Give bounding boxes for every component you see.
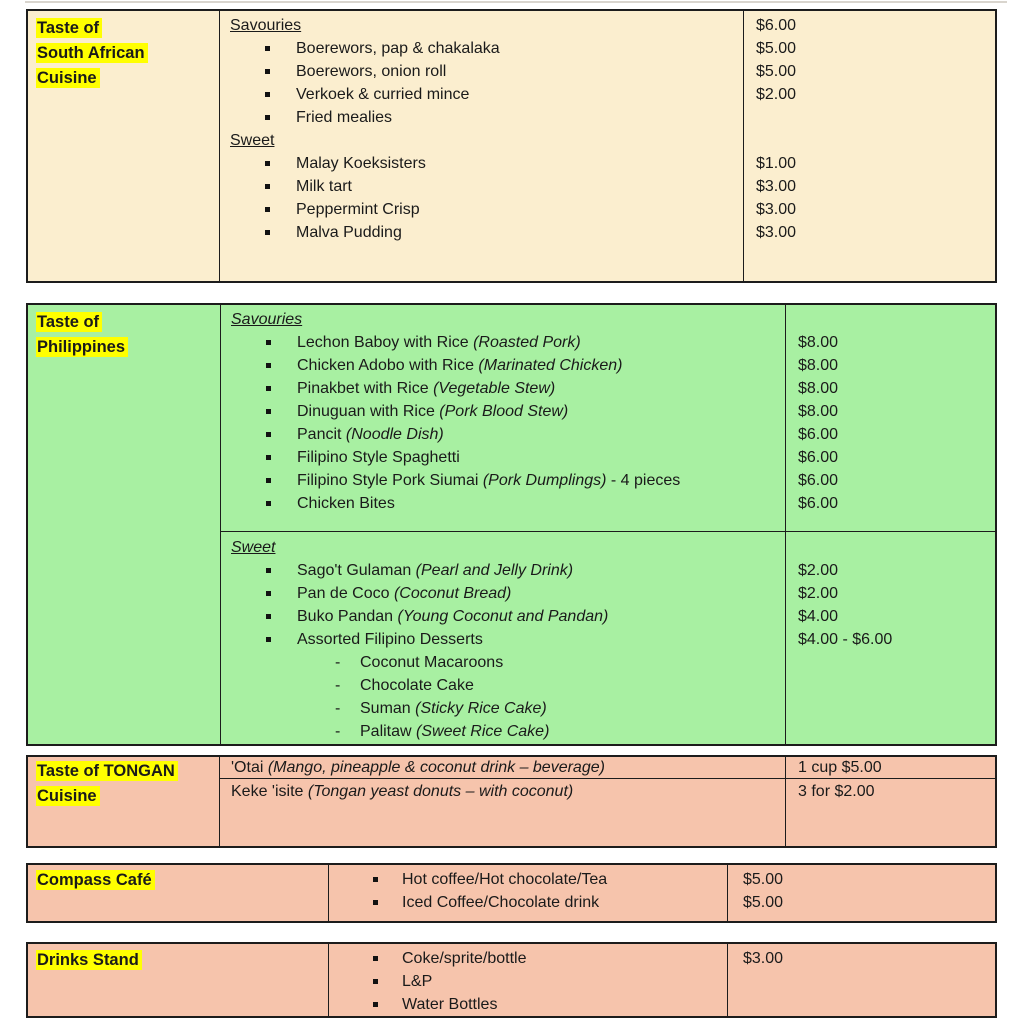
menu-item-text: Fried mealies	[296, 109, 393, 126]
price-value: 1 cup $5.00	[798, 759, 882, 776]
menu-item-text: L&P	[402, 973, 433, 990]
price-value: $4.00	[798, 608, 839, 625]
price-value: $5.00	[743, 894, 784, 911]
menu-item-line	[220, 106, 743, 129]
menu-item-text: Verkoek & curried mince	[296, 86, 470, 103]
menu-item-text: Iced Coffee/Chocolate drink	[402, 894, 600, 911]
menu-item-note: (Pearl and Jelly Drink)	[411, 562, 574, 579]
prices-cell	[728, 865, 995, 921]
section-title-line	[36, 66, 215, 91]
menu-item-line	[221, 354, 785, 377]
price-value: $3.00	[756, 201, 797, 218]
section-title-line	[36, 759, 215, 784]
table-drinks-stand	[26, 942, 997, 1018]
menu-item-text: Suman	[360, 700, 411, 717]
cropped-table-edge-artifact	[25, 1, 1007, 3]
menu-item-text: Boerewors, pap & chakalaka	[296, 40, 500, 57]
menu-item-note: (Tongan yeast donuts – with coconut)	[303, 783, 574, 800]
square-bullet-icon	[266, 340, 271, 345]
price-value: $8.00	[798, 357, 839, 374]
price-value: $8.00	[798, 403, 839, 420]
menu-item-text: Chicken Bites	[297, 495, 395, 512]
menu-body	[329, 944, 995, 1016]
menu-item-text: Lechon Baboy with Rice	[297, 334, 469, 351]
square-bullet-icon	[373, 1002, 378, 1007]
menu-item-note: (Sweet Rice Cake)	[411, 723, 550, 740]
menu-item-note: (Young Coconut and Pandan)	[393, 608, 609, 625]
menu-item-note: (Vegetable Stew)	[428, 380, 556, 397]
price-value: $5.00	[756, 63, 797, 80]
price-value	[728, 970, 995, 993]
section-title-line	[36, 784, 215, 809]
menu-item-line	[220, 175, 743, 198]
section-title-highlight: Taste of	[36, 18, 102, 38]
menu-body	[220, 757, 995, 846]
menu-item-note: (Roasted Pork)	[468, 334, 581, 351]
menu-item-text: Hot coffee/Hot chocolate/Tea	[402, 871, 608, 888]
square-bullet-icon	[266, 637, 271, 642]
menu-item-line	[329, 993, 727, 1016]
menu-item-line	[220, 129, 743, 152]
price-value: $6.00	[798, 472, 839, 489]
price-value: $8.00	[798, 334, 839, 351]
menu-item-line	[220, 198, 743, 221]
menu-item-note: (Marinated Chicken)	[473, 357, 623, 374]
menu-item-line	[221, 628, 785, 651]
menu-item-text: Palitaw	[360, 723, 412, 740]
items-cell	[220, 779, 786, 846]
menu-item-text: Filipino Style Pork Siumai	[297, 472, 479, 489]
menu-item-note: (Mango, pineapple & coconut drink – beverage)	[263, 759, 605, 776]
menu-item-line	[220, 83, 743, 106]
items-cell	[220, 757, 786, 778]
price-value: $6.00	[798, 449, 839, 466]
table-compass-cafe	[26, 863, 997, 923]
menu-item-line	[221, 377, 785, 400]
menu-item-line	[220, 780, 785, 803]
menu-item-text: 'Otai	[231, 759, 264, 776]
menu-item-line	[221, 331, 785, 354]
section-title-highlight: South African	[36, 43, 148, 63]
menu-item-line	[329, 891, 727, 914]
menu-item-text: Keke 'isite	[231, 783, 304, 800]
price-value	[786, 651, 995, 674]
price-value	[786, 697, 995, 720]
menu-item-line	[221, 559, 785, 582]
menu-item-line	[221, 492, 785, 515]
menu-row-savouries	[221, 305, 995, 532]
menu-item-text: Pan de Coco	[297, 585, 390, 602]
menu-item-line	[220, 37, 743, 60]
price-value: $8.00	[798, 380, 839, 397]
items-cell	[329, 944, 728, 1016]
menu-item-line	[221, 651, 785, 674]
prices-cell	[744, 11, 995, 281]
price-value: $6.00	[798, 426, 839, 443]
price-value: $3.00	[743, 950, 784, 967]
section-header-cell	[28, 944, 329, 1016]
price-value: $3.00	[756, 178, 797, 195]
section-header-cell	[28, 11, 220, 281]
menu-row	[220, 11, 995, 281]
menu-item-line	[221, 469, 785, 492]
menu-item-text: Malva Pudding	[296, 224, 402, 241]
price-value: 3 for $2.00	[798, 783, 875, 800]
square-bullet-icon	[266, 614, 271, 619]
menu-row	[329, 944, 995, 1016]
section-header-cell	[28, 757, 220, 846]
square-bullet-icon	[266, 501, 271, 506]
price-value: $1.00	[756, 155, 797, 172]
square-bullet-icon	[265, 46, 270, 51]
section-title-line	[36, 41, 215, 66]
menu-item-note: (Coconut Bread)	[389, 585, 512, 602]
menu-item-text: Malay Koeksisters	[296, 155, 426, 172]
menu-item-text: Milk tart	[296, 178, 352, 195]
square-bullet-icon	[265, 230, 270, 235]
section-title-highlight: Philippines	[36, 337, 128, 357]
items-cell	[221, 305, 786, 531]
menu-body	[221, 305, 995, 744]
menu-item-line	[221, 720, 785, 743]
square-bullet-icon	[265, 115, 270, 120]
price-value: $2.00	[798, 562, 839, 579]
menu-item-line	[220, 757, 785, 778]
dash-bullet-icon: -	[335, 723, 341, 740]
menu-item-text: Water Bottles	[402, 996, 498, 1013]
square-bullet-icon	[373, 900, 378, 905]
menu-item-line	[221, 697, 785, 720]
square-bullet-icon	[266, 432, 271, 437]
square-bullet-icon	[266, 386, 271, 391]
menu-item-text: Savouries	[230, 17, 302, 34]
section-header-cell	[28, 305, 221, 744]
square-bullet-icon	[266, 409, 271, 414]
section-title-highlight: Taste of	[36, 312, 102, 332]
price-value: $5.00	[756, 40, 797, 57]
items-cell	[329, 865, 728, 921]
menu-item-line	[221, 400, 785, 423]
menu-item-line	[221, 536, 785, 559]
menu-item-line	[220, 152, 743, 175]
menu-item-line	[329, 970, 727, 993]
menu-row-otai	[220, 757, 995, 779]
menu-item-text: Filipino Style Spaghetti	[297, 449, 460, 466]
section-title-line	[36, 335, 216, 360]
price-value	[786, 308, 995, 331]
menu-item-line	[221, 582, 785, 605]
price-value: $2.00	[798, 585, 839, 602]
menu-item-text: Dinuguan with Rice	[297, 403, 435, 420]
menu-item-text: Buko Pandan	[297, 608, 394, 625]
menu-item-line	[221, 674, 785, 697]
menu-item-line	[221, 423, 785, 446]
menu-item-note: (Pork Dumplings)	[478, 472, 607, 489]
menu-body	[329, 865, 995, 921]
table-tongan-cuisine	[26, 755, 997, 848]
menu-body	[220, 11, 995, 281]
menu-item-line	[220, 60, 743, 83]
section-title-highlight: Compass Café	[36, 870, 155, 890]
menu-item-text: Pinakbet with Rice	[297, 380, 429, 397]
menu-item-note: (Sticky Rice Cake)	[410, 700, 547, 717]
price-value	[786, 720, 995, 743]
section-title-line	[36, 868, 324, 893]
menu-item-line	[220, 221, 743, 244]
menu-row-keke	[220, 779, 995, 846]
section-title-line	[36, 16, 215, 41]
menu-item-suffix: - 4 pieces	[606, 472, 681, 489]
menu-row-sweet	[221, 532, 995, 744]
square-bullet-icon	[266, 363, 271, 368]
prices-cell	[786, 532, 995, 744]
menu-item-line	[329, 868, 727, 891]
square-bullet-icon	[373, 979, 378, 984]
square-bullet-icon	[265, 161, 270, 166]
items-cell	[220, 11, 744, 281]
price-value	[786, 674, 995, 697]
price-value	[744, 129, 995, 152]
menu-item-text: Boerewors, onion roll	[296, 63, 447, 80]
square-bullet-icon	[266, 591, 271, 596]
square-bullet-icon	[265, 207, 270, 212]
menu-item-text: Peppermint Crisp	[296, 201, 420, 218]
square-bullet-icon	[373, 877, 378, 882]
menu-item-note: (Noodle Dish)	[341, 426, 444, 443]
section-title-line	[36, 310, 216, 335]
section-title-highlight: Taste of TONGAN	[36, 761, 178, 781]
menu-item-line	[220, 14, 743, 37]
table-south-african-cuisine	[26, 9, 997, 283]
menu-item-text: Savouries	[231, 311, 303, 328]
menu-item-text: Sweet	[231, 539, 276, 556]
square-bullet-icon	[266, 568, 271, 573]
table-philippines	[26, 303, 997, 746]
price-value: $5.00	[743, 871, 784, 888]
menu-item-note: (Pork Blood Stew)	[434, 403, 569, 420]
menu-item-line	[329, 947, 727, 970]
price-value: $2.00	[756, 86, 797, 103]
square-bullet-icon	[373, 956, 378, 961]
menu-item-text: Coconut Macaroons	[360, 654, 504, 671]
section-title-highlight: Cuisine	[36, 68, 100, 88]
prices-cell	[786, 757, 995, 778]
menu-item-text: Assorted Filipino Desserts	[297, 631, 483, 648]
section-title-highlight: Cuisine	[36, 786, 100, 806]
prices-cell	[728, 944, 995, 1016]
dash-bullet-icon: -	[335, 700, 341, 717]
section-title-line	[36, 948, 324, 973]
dash-bullet-icon: -	[335, 677, 341, 694]
price-value	[786, 536, 995, 559]
menu-item-line	[221, 446, 785, 469]
square-bullet-icon	[265, 69, 270, 74]
square-bullet-icon	[266, 478, 271, 483]
price-value: $3.00	[756, 224, 797, 241]
menu-item-text: Sago't Gulaman	[297, 562, 412, 579]
prices-cell	[786, 305, 995, 531]
square-bullet-icon	[265, 184, 270, 189]
section-header-cell	[28, 865, 329, 921]
square-bullet-icon	[265, 92, 270, 97]
menu-item-line	[221, 605, 785, 628]
section-title-highlight: Drinks Stand	[36, 950, 142, 970]
menu-item-text: Sweet	[230, 132, 275, 149]
items-cell	[221, 532, 786, 744]
menu-item-text: Chicken Adobo with Rice	[297, 357, 474, 374]
menu-item-text: Chocolate Cake	[360, 677, 474, 694]
price-value	[728, 993, 995, 1016]
menu-row	[329, 865, 995, 921]
menu-item-line	[221, 308, 785, 331]
menu-item-text: Pancit	[297, 426, 342, 443]
price-value: $6.00	[798, 495, 839, 512]
prices-cell	[786, 779, 995, 846]
square-bullet-icon	[266, 455, 271, 460]
price-value: $6.00	[756, 17, 797, 34]
price-value: $4.00 - $6.00	[798, 631, 893, 648]
menu-item-text: Coke/sprite/bottle	[402, 950, 527, 967]
price-value	[744, 106, 995, 129]
dash-bullet-icon: -	[335, 654, 341, 671]
